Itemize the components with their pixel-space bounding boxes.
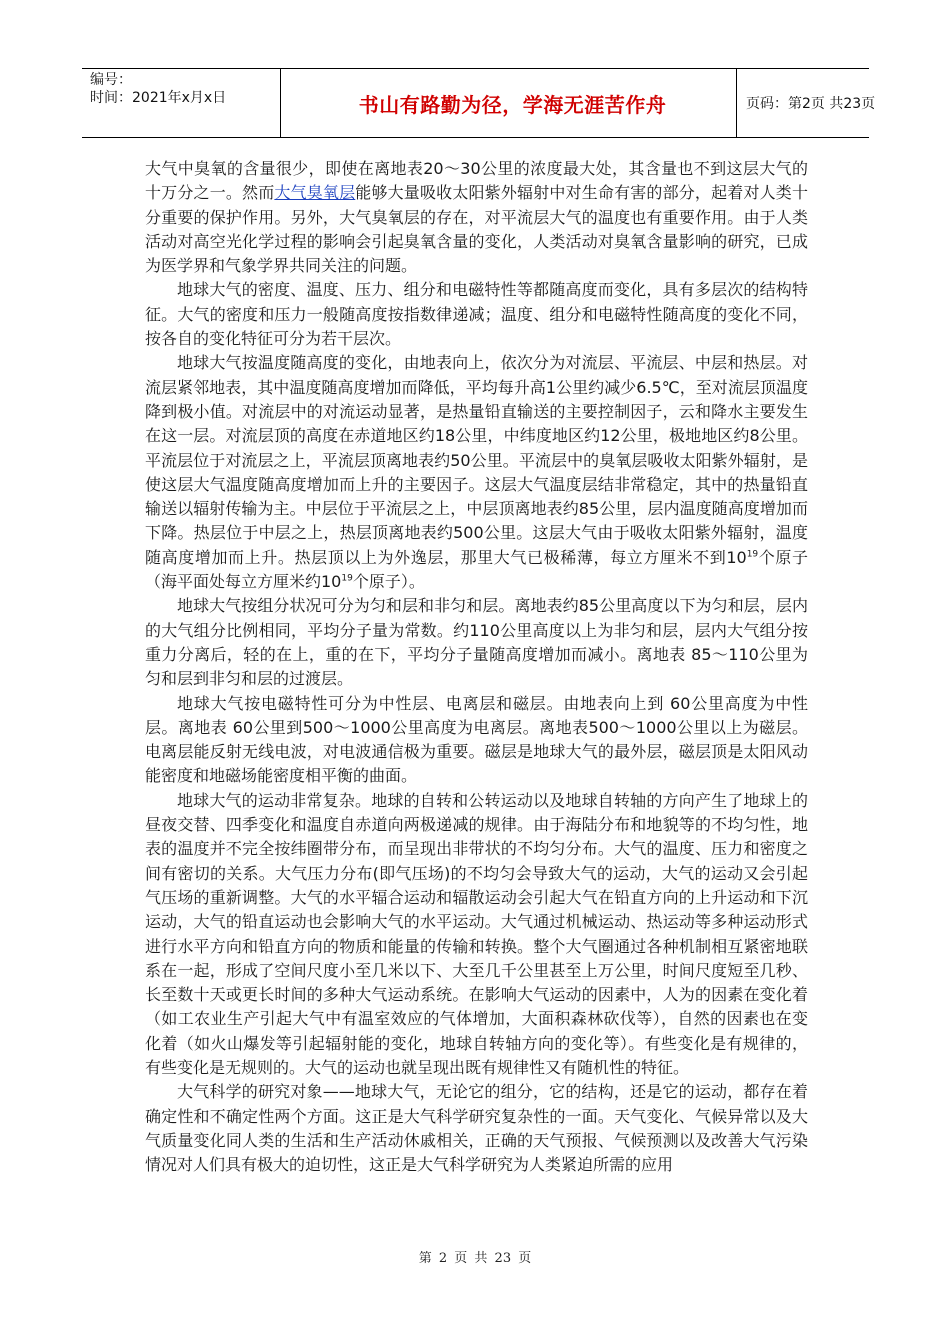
paragraph-composition-layers: 地球大气按组分状况可分为匀和层和非匀和层。离地表约85公里高度以下为匀和层，层内的大气组分比例相同，平均分子量为常数。约110公里高度以上为非匀和层，层内大气组分按重力分离后，轻的在上，重的在下，平均分子量随高度增加而减小。离地表 85～110公里为匀和层到非匀和层的过渡层。 — [145, 596, 808, 689]
ozone-text-start: 大气中臭氧的含量很少，即使在离地表20～30公里的浓度最大处，其含量也不到这层大气的十万分之一。然而 — [145, 159, 808, 203]
page-header — [82, 68, 876, 138]
temperature-text-mid: 个原子（海平面处每立方厘米约10 — [145, 547, 808, 592]
temperature-text-end: 个原子）。 — [352, 572, 425, 592]
document-body — [145, 157, 808, 1177]
doc-date-label: 时间：2021年x月x日 — [90, 90, 227, 106]
ozone-layer-link[interactable]: 大气臭氧层 — [274, 183, 356, 203]
header-motto: 书山有路勤为径，学海无涯苦作舟 — [358, 92, 667, 117]
header-meta — [82, 69, 281, 137]
temperature-text: 地球大气按温度随高度的变化，由地表向上，依次分为对流层、平流层、中层和热层。对流层紧邻地表，其中温度随高度增加而降低，平均每升高1公里约减少6.5℃，至对流层顶温度降到极小值。对流层中的对流运动显著，是热量铅直输送的主要控制因子，云和降水主要发生在这一层。对流层顶的高度在赤道地区约18公里，中纬度地区约12公里，极地地区约8公里。平流层位于对流层之上，平流层顶离地表约50公里。平流层中的臭氧层吸收太阳紫外辐射，是使这层大气温度随高度增加而上升的主要因子。这层大气温度层结非常稳定，其中的热量铅直输送以辐射传输为主。中层位于平流层之上，中层顶离地表约85公里，层内温度随高度增加而下降。热层位于中层之上，热层顶离地表约500公里。这层大气由于吸收太阳紫外辐射，温度随高度增加而上升。热层顶以上为外逸层，那里大气已极稀薄，每立方厘米不到10 — [145, 353, 808, 567]
header-page-info: 页码：第2页 共23页 — [746, 96, 876, 112]
ozone-text-end: 能够大量吸收太阳紫外辐射中对生命有害的部分，起着对人类十分重要的保护作用。另外，大气臭氧层的存在，对平流层大气的温度也有重要作用。由于人类活动对高空光化学过程的影响会引起臭氧含量的变化，人类活动对臭氧含量影响的研究，已成为医学界和气象学界共同关注的问题。 — [145, 183, 808, 276]
page-footer: 第 2 页 共 23 页 — [418, 1251, 532, 1266]
doc-number-label: 编号： — [90, 72, 132, 88]
paragraph-atmospheric-motion: 地球大气的运动非常复杂。地球的自转和公转运动以及地球自转轴的方向产生了地球上的昼夜交替、四季变化和温度自赤道向两极递减的规律。由于海陆分布和地貌等的不均匀性，地表的温度并不完全按纬圈带分布，而呈现出非带状的不均匀分布。大气的温度、压力和密度之间有密切的关系。大气压力分布(即气压场)的不均匀会导致大气的运动，大气的运动又会引起气压场的重新调整。大气的水平辐合运动和辐散运动会引起大气在铅直方向的上升运动和下沉运动，大气的铅直运动也会影响大气的水平运动。大气通过机械运动、热运动等多种运动形式进行水平方向和铅直方向的物质和能量的传输和转换。整个大气圈通过各种机制相互紧密地联系在一起，形成了空间尺度小至几米以下、大至几千公里甚至上万公里，时间尺度短至几秒、长至数十天或更长时间的多种大气运动系统。在影响大气运动的因素中，人为的因素在变化着（如工农业生产引起大气中有温室效应的气体增加，大面积森林砍伐等），自然的因素也在变化着（如火山爆发等引起辐射能的变化，地球自转轴方向的变化等）。有些变化是有规律的，有些变化是无规则的。大气的运动也就呈现出既有规律性又有随机性的特征。 — [145, 790, 808, 1077]
exponent-2: 19 — [341, 573, 353, 584]
header-motto-cell — [281, 69, 737, 137]
paragraph-temperature-layers — [145, 351, 808, 594]
paragraph-electromagnetic-layers: 地球大气按电磁特性可分为中性层、电离层和磁层。由地表向上到 60公里高度为中性层。离地表 60公里到500～1000公里高度为电离层。离地表500～1000公里以上为磁层。电离层能反射无线电波，对电波通信极为重要。磁层是地球大气的最外层，磁层顶是太阳风动能密度和地磁场能密度相平衡的曲面。 — [145, 693, 808, 786]
exponent-1: 19 — [746, 549, 759, 560]
paragraph-research-object: 大气科学的研究对象——地球大气，无论它的组分，它的结构，还是它的运动，都存在着确定性和不确定性两个方面。这正是大气科学研究复杂性的一面。天气变化、气候异常以及大气质量变化同人类的生活和生产活动休戚相关，正确的天气预报、气候预测以及改善大气污染情况对人们具有极大的迫切性，这正是大气科学研究为人类紧迫所需的应用 — [145, 1082, 808, 1175]
paragraph-structure: 地球大气的密度、温度、压力、组分和电磁特性等都随高度而变化，具有多层次的结构特征。大气的密度和压力一般随高度按指数律递减；温度、组分和电磁特性随高度的变化不同，按各自的变化特征可分为若干层次。 — [145, 280, 808, 349]
paragraph-ozone — [145, 157, 808, 278]
